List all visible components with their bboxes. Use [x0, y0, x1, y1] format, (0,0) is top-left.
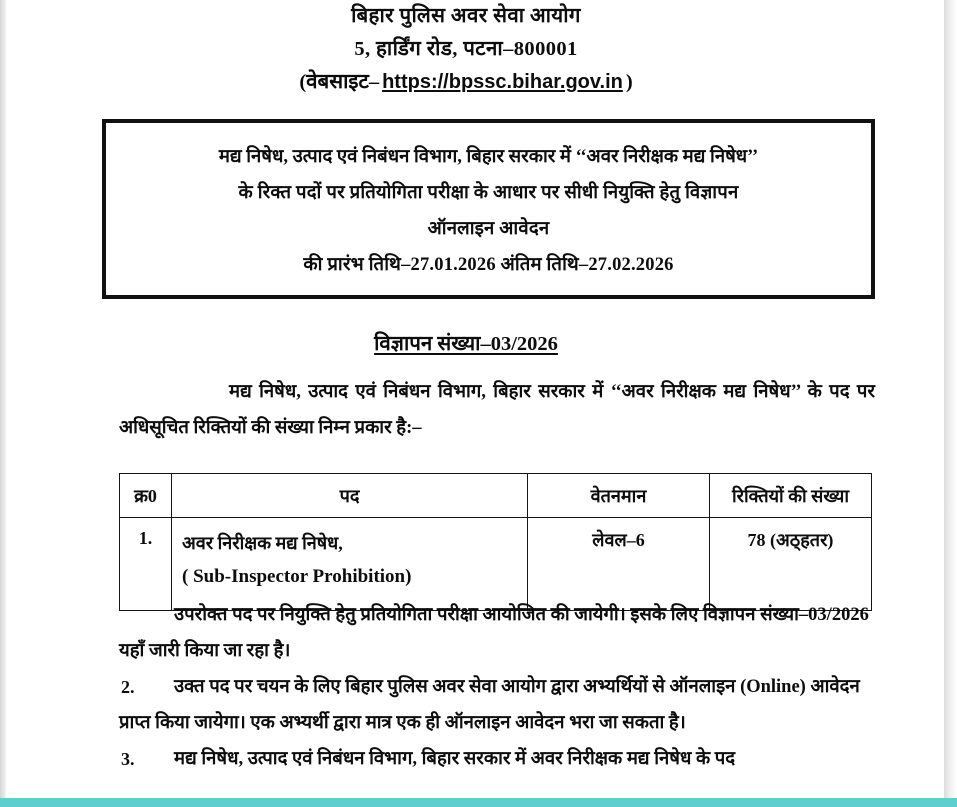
column-header-serial: क्र0	[120, 474, 172, 518]
viewer-bottom-bar	[0, 798, 957, 807]
document-page	[6, 0, 944, 798]
viewer-right-edge	[944, 0, 957, 807]
clause-number: 3.	[121, 749, 135, 769]
clause-list	[119, 597, 875, 777]
clause-item	[119, 597, 875, 669]
organization-address: 5, हार्डिंग रोड, पटना–800001	[354, 38, 578, 60]
clause-text: मद्य निषेध, उत्पाद एवं निबंधन विभाग, बिहार सरकार में अवर निरीक्षक मद्य निषेध के पद	[174, 749, 736, 769]
notice-line-1: मद्य निषेध, उत्पाद एवं निबंधन विभाग, बिहार सरकार में ‘‘अवर निरीक्षक मद्य निषेध’’	[218, 147, 759, 167]
cell-vacancy-count: 78 (अठ्हतर)	[710, 518, 872, 611]
cell-pay-level: लेवल–6	[528, 518, 710, 611]
post-name-english: ( Sub-Inspector Prohibition)	[182, 566, 412, 587]
website-line	[6, 68, 926, 96]
website-link[interactable]: https://bpssc.bihar.gov.in	[382, 71, 623, 93]
clause-text: उपरोक्त पद पर नियुक्ति हेतु प्रतियोगिता परीक्षा आयोजित की जायेगी। इसके लिए विज्ञापन संख्या–03/2026 यहाँ जारी किया जा रहा है।	[119, 605, 869, 661]
website-suffix: )	[625, 71, 633, 93]
column-header-vacancies: रिक्तियों की संख्या	[710, 474, 872, 518]
column-header-pay-scale: वेतनमान	[528, 474, 710, 518]
clause-text: उक्त पद पर चयन के लिए बिहार पुलिस अवर सेवा आयोग द्वारा अभ्यर्थियों से ऑनलाइन (Online) आवेदन प्राप्त किया जायेगा। एक अभ्यर्थी द्वारा मात्र एक ही ऑनलाइन आवेदन भरा जा सकता है।	[119, 677, 860, 733]
intro-paragraph: मद्य निषेध, उत्पाद एवं निबंधन विभाग, बिहार सरकार में ‘‘अवर निरीक्षक मद्य निषेध’’ के पद पर अधिसूचित रिक्तियों की संख्या निम्न प्रकार है:–	[119, 382, 875, 438]
advertisement-number-heading	[6, 329, 926, 357]
clause-number: 2.	[121, 677, 135, 697]
notice-line-2: के रिक्त पदों पर प्रतियोगिता परीक्षा के आधार पर सीधी नियुक्ति हेतु विज्ञापन	[238, 183, 739, 203]
clause-item	[119, 741, 875, 777]
organization-title: बिहार पुलिस अवर सेवा आयोग	[351, 5, 581, 27]
website-prefix: (वेबसाइट–	[299, 71, 380, 93]
notice-box	[102, 119, 875, 299]
table-header-row	[120, 474, 872, 518]
column-header-post: पद	[172, 474, 528, 518]
advertisement-number-text: विज्ञापन संख्या–03/2026	[374, 333, 558, 355]
vacancy-table	[119, 473, 872, 611]
cell-serial: 1.	[120, 518, 172, 611]
clause-item	[119, 669, 875, 741]
notice-line-dates: की प्रारंभ तिथि–27.01.2026 अंतिम तिथि–27.02.2026	[303, 255, 674, 275]
notice-line-3: ऑनलाइन आवेदन	[427, 219, 550, 239]
post-name-hindi: अवर निरीक्षक मद्य निषेध,	[182, 533, 343, 553]
